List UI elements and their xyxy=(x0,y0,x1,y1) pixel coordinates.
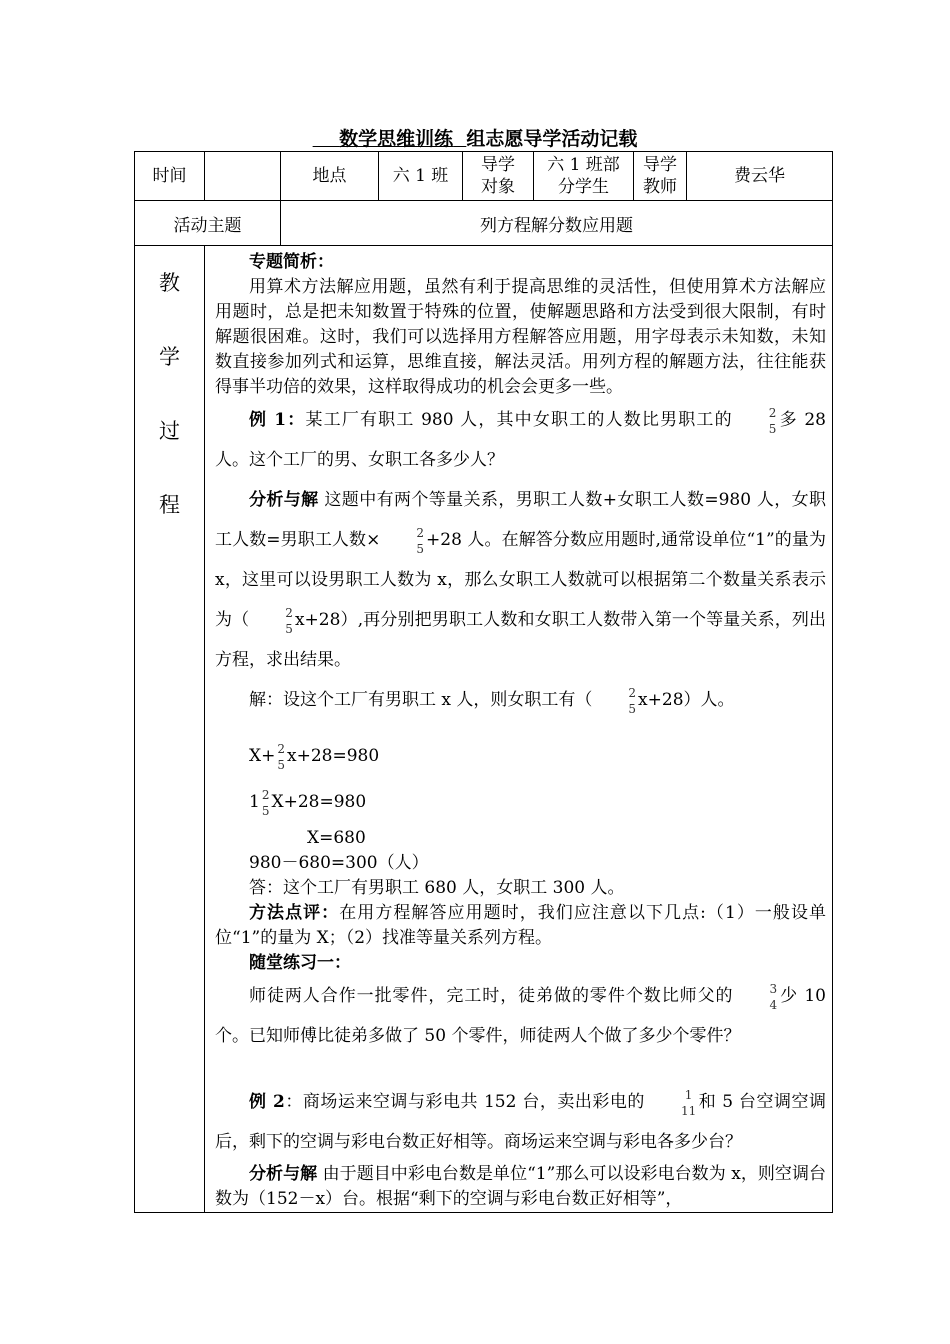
theme-label: 活动主题 xyxy=(135,201,281,246)
document-title xyxy=(0,124,950,151)
time-value xyxy=(205,152,281,201)
equation-3: X=680 xyxy=(307,828,366,848)
target-label: 导学 对象 xyxy=(463,152,534,201)
title-underlined: 数学思维训练 xyxy=(339,128,454,150)
teacher-label: 导学 教师 xyxy=(634,152,687,201)
title-rest: 组志愿导学活动记载 xyxy=(466,128,638,150)
theme-row xyxy=(135,201,833,246)
place-value: 六 1 班 xyxy=(379,152,463,201)
solution-1: 解：设这个工厂有男职工 x 人，则女职工有（ 2 5 x+28）人。 xyxy=(249,685,735,716)
analysis-1: 分析与解 这题中有两个等量关系，男职工人数+女职工人数=980 人，女职工人数=男职工人数× 2 5 +28 人。在解答分数应用题时,通常设单位“1”的量为 x，这里可以设男职工人数为 x，那么女职工人数就可以根据第二个数量关系表示为（ 2 5 x+28）,再分别把男职工人数和女职工人数带入第一个等量关系，列出方程，求出结果。 xyxy=(215,490,827,670)
analysis-2: 分析与解 由于题目中彩电台数是单位“1”那么可以设彩电台数为 x，则空调台数为（152－x）台。根据“剩下的空调与彩电台数正好相等”， xyxy=(215,1164,826,1209)
equation-2: 1 2 5 X+28=980 xyxy=(249,787,367,818)
method-comment: 方法点评：在用方程解答应用题时，我们应注意以下几点:（1）一般设单位“1”的量为 X；（2）找准等量关系列方程。 xyxy=(215,903,827,948)
fraction-2-5: 2 5 xyxy=(261,787,270,818)
header-row xyxy=(135,152,833,201)
intro-heading: 专题简析： xyxy=(249,252,334,272)
theme-value: 列方程解分数应用题 xyxy=(281,201,833,246)
fraction-2-5: 2 5 xyxy=(628,685,637,716)
record-table xyxy=(134,151,833,1213)
place-label: 地点 xyxy=(281,152,379,201)
answer-1: 答：这个工厂有男职工 680 人，女职工 300 人。 xyxy=(249,878,625,898)
practice-heading: 随堂练习一： xyxy=(249,953,351,973)
equation-4: 980－680=300（人） xyxy=(249,853,429,873)
fraction-2-5: 2 5 xyxy=(277,741,285,772)
equation-1: X+ 2 5 x+28=980 xyxy=(249,741,380,772)
example-1: 例 1：某工厂有职工 980 人，其中女职工的人数比男职工的 2 5 多 28 人。这个工厂的男、女职工各多少人？ xyxy=(215,405,827,470)
target-value: 六 1 班部 分学生 xyxy=(534,152,634,201)
time-label: 时间 xyxy=(135,152,205,201)
fraction-2-5: 2 5 xyxy=(416,525,425,556)
fraction-3-4: 3 4 xyxy=(769,981,778,1012)
process-content xyxy=(205,246,833,1213)
process-label: 教 学 过 程 xyxy=(135,246,205,1213)
fraction-2-5: 2 5 xyxy=(285,605,293,636)
example-2: 例 2：商场运来空调与彩电共 152 台，卖出彩电的 1 11 和 5 台空调空调后，剩下的空调与彩电台数正好相等。商场运来空调与彩电各多少台？ xyxy=(215,1087,827,1152)
fraction-1-11: 1 11 xyxy=(680,1087,697,1118)
practice-1: 师徒两人合作一批零件，完工时，徒弟做的零件个数比师父的 3 4 少 10 个。已知师傅比徒弟多做了 50 个零件，师徒两人个做了多少个零件？ xyxy=(215,981,826,1046)
process-row xyxy=(135,246,833,1213)
intro-paragraph: 用算术方法解应用题，虽然有利于提高思维的灵活性，但使用算术方法解应用题时，总是把未知数置于特殊的位置，使解题思路和方法受到很大限制，有时解题很困难。这时，我们可以选择用方程解答应用题，用字母表示未知数，未知数直接参加列式和运算，思维直接，解法灵活。用列方程的解题方法，往往能获得事半功倍的效果，这样取得成功的机会会更多一些。 xyxy=(215,277,826,397)
teacher-value: 费云华 xyxy=(687,152,833,201)
fraction-2-5: 2 5 xyxy=(768,405,777,436)
